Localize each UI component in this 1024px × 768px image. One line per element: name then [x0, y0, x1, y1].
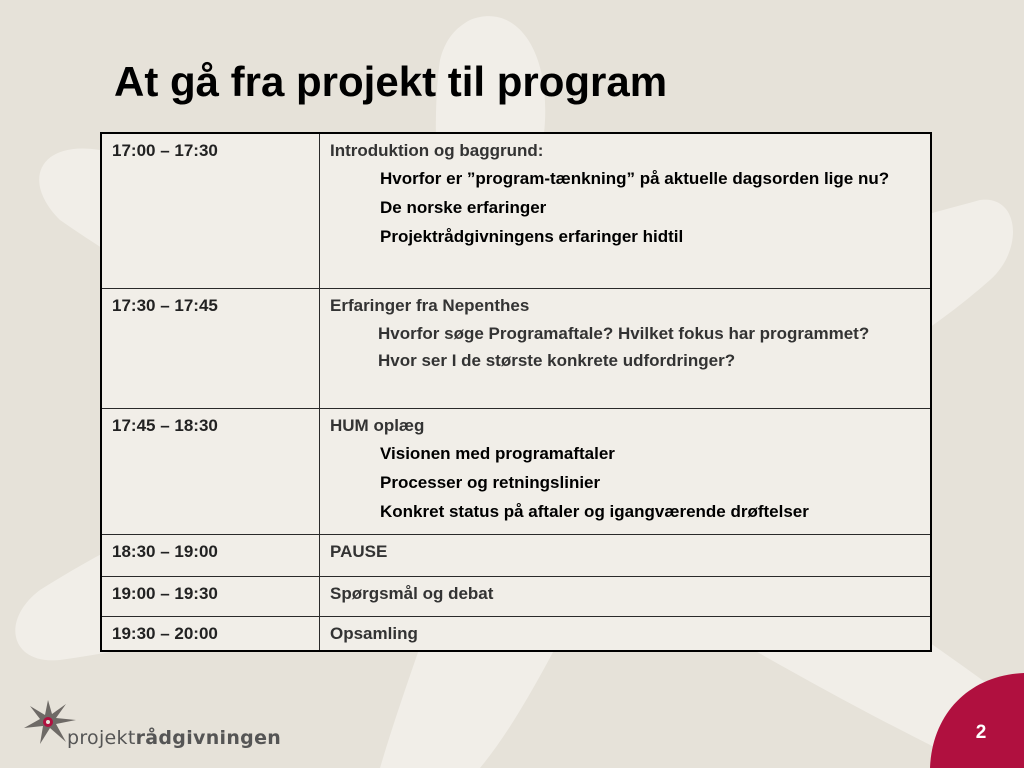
topic-heading: Spørgsmål og debat [330, 584, 494, 603]
topic-heading: HUM oplæg [330, 416, 425, 435]
time-cell: 17:30 – 17:45 [101, 289, 320, 409]
topic-heading: Opsamling [330, 624, 418, 643]
time-cell: 18:30 – 19:00 [101, 535, 320, 577]
page-number: 2 [975, 722, 987, 743]
table-row [101, 409, 931, 535]
topic-cell [320, 617, 932, 652]
topic-cell [320, 289, 932, 409]
agenda-table [100, 132, 932, 652]
topic-heading: Introduktion og baggrund: [330, 141, 544, 160]
table-row [101, 535, 931, 577]
table-row [101, 617, 931, 652]
logo-text-bold: rådgivningen [135, 727, 282, 749]
topic-subitem: Visionen med programaftaler [380, 444, 615, 463]
time-cell: 19:00 – 19:30 [101, 577, 320, 617]
table-row [101, 133, 931, 289]
topic-heading: PAUSE [330, 542, 388, 561]
topic-cell [320, 535, 932, 577]
time-cell: 17:45 – 18:30 [101, 409, 320, 535]
topic-subitem: Konkret status på aftaler og igangværende drøftelser [380, 502, 809, 521]
topic-subitem: De norske erfaringer [380, 198, 547, 217]
topic-subitem: Projektrådgivningens erfaringer hidtil [380, 227, 684, 246]
table-row [101, 577, 931, 617]
time-cell: 19:30 – 20:00 [101, 617, 320, 652]
slide-title: At gå fra projekt til program [114, 58, 668, 105]
logo-text-light: projekt [67, 727, 136, 749]
time-cell: 17:00 – 17:30 [101, 133, 320, 289]
corner-accent-shape [930, 673, 1024, 768]
topic-cell [320, 577, 932, 617]
topic-heading: Erfaringer fra Nepenthes [330, 296, 530, 315]
topic-subitem: Processer og retningslinier [380, 473, 601, 492]
topic-subitem: Hvorfor søge Programaftale? Hvilket fokus har programmet? [378, 324, 870, 343]
topic-cell [320, 133, 932, 289]
logo-wordmark [67, 727, 281, 749]
topic-subitem: Hvor ser I de største konkrete udfordringer? [378, 351, 736, 370]
topic-cell [320, 409, 932, 535]
table-row [101, 289, 931, 409]
topic-subitem: Hvorfor er ”program-tænkning” på aktuelle dagsorden lige nu? [380, 169, 890, 188]
